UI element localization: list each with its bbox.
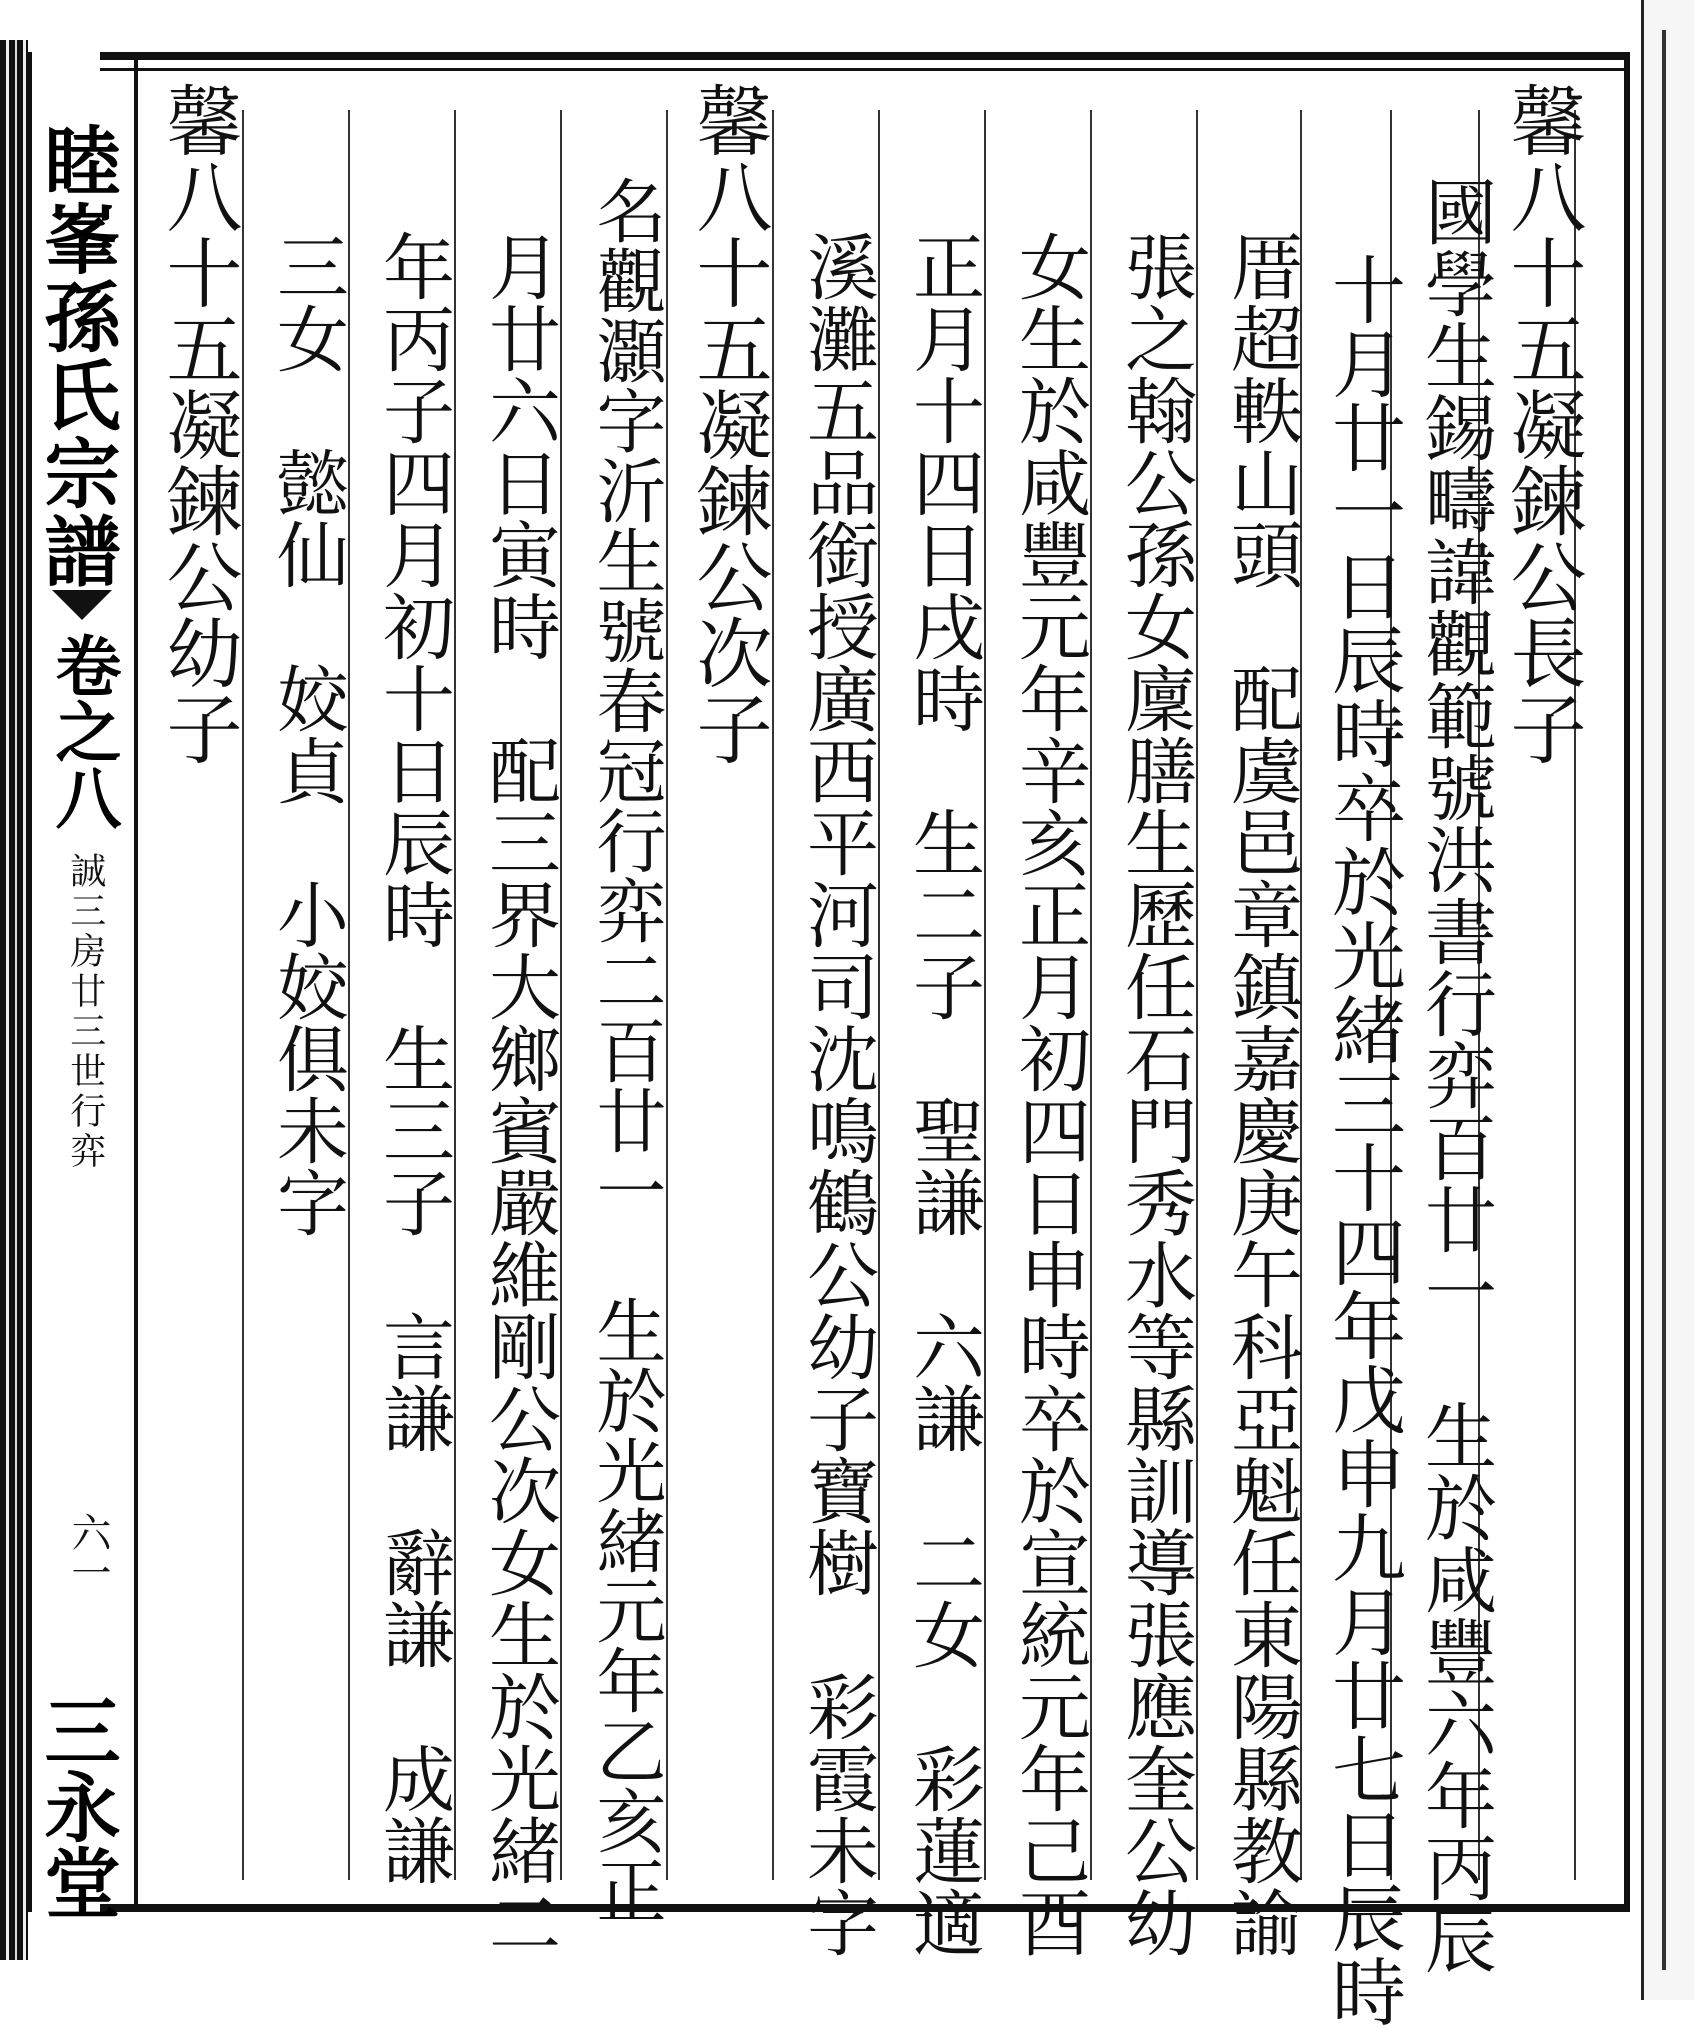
page-number: 六一 [65, 1512, 111, 1592]
text-column-5: 張之翰公孫女廩膳生歷任石門秀水等縣訓導張應奎公幼 [1113, 230, 1197, 1958]
fishtail-mark [52, 590, 112, 620]
text-column-13: 三女 懿仙 姣貞 小姣俱未字 [265, 230, 349, 1238]
volume-label: 卷之八 [44, 632, 122, 830]
text-column-9: 馨八十五凝鍊公次子 [684, 82, 773, 766]
text-column-6: 女生於咸豐元年辛亥正月初四日申時卒於宣統元年己酉 [1007, 230, 1091, 1958]
text-column-1: 馨八十五凝鍊公長子 [1498, 82, 1587, 766]
adjacent-page-edge [1641, 0, 1694, 2000]
text-column-11: 月廿六日寅時 配三界大鄉賓嚴維剛公次女生於光緒二 [477, 230, 561, 1958]
text-column-14: 馨八十五凝鍊公幼子 [154, 82, 243, 766]
branch-label: 誠三房廿三世行弈 [64, 852, 106, 1172]
banner-column [28, 52, 138, 1920]
text-column-12: 年丙子四月初十日辰時 生三子 言謙 辭謙 成謙 [371, 230, 455, 1886]
book-title: 睦峯孫氏宗譜 [32, 122, 121, 590]
hall-name: 三永堂 [32, 1692, 121, 1920]
text-column-4: 厝超軼山頭 配虞邑章鎮嘉慶庚午科亞魁任東陽縣教諭 [1219, 230, 1303, 1958]
text-column-8: 溪灘五品銜授廣西平河司沈鳴鶴公幼子寶樹 彩霞未字 [795, 230, 879, 1958]
text-column-7: 正月十四日戌時 生二子 聖謙 六謙 二女 彩蓮適 [901, 230, 985, 1958]
book-spine-edge [0, 40, 28, 1960]
text-column-3: 十月廿一日辰時卒於光緒三十四年戊申九月廿七日辰時 [1320, 252, 1406, 2028]
text-column-10: 名觀灝字沂生號春冠行弈二百廿一 生於光緒元年乙亥正 [585, 175, 667, 1925]
text-column-2: 國學生錫疇諱觀範號洪書行弈百廿一 生於咸豐六年丙辰 [1413, 175, 1497, 1975]
